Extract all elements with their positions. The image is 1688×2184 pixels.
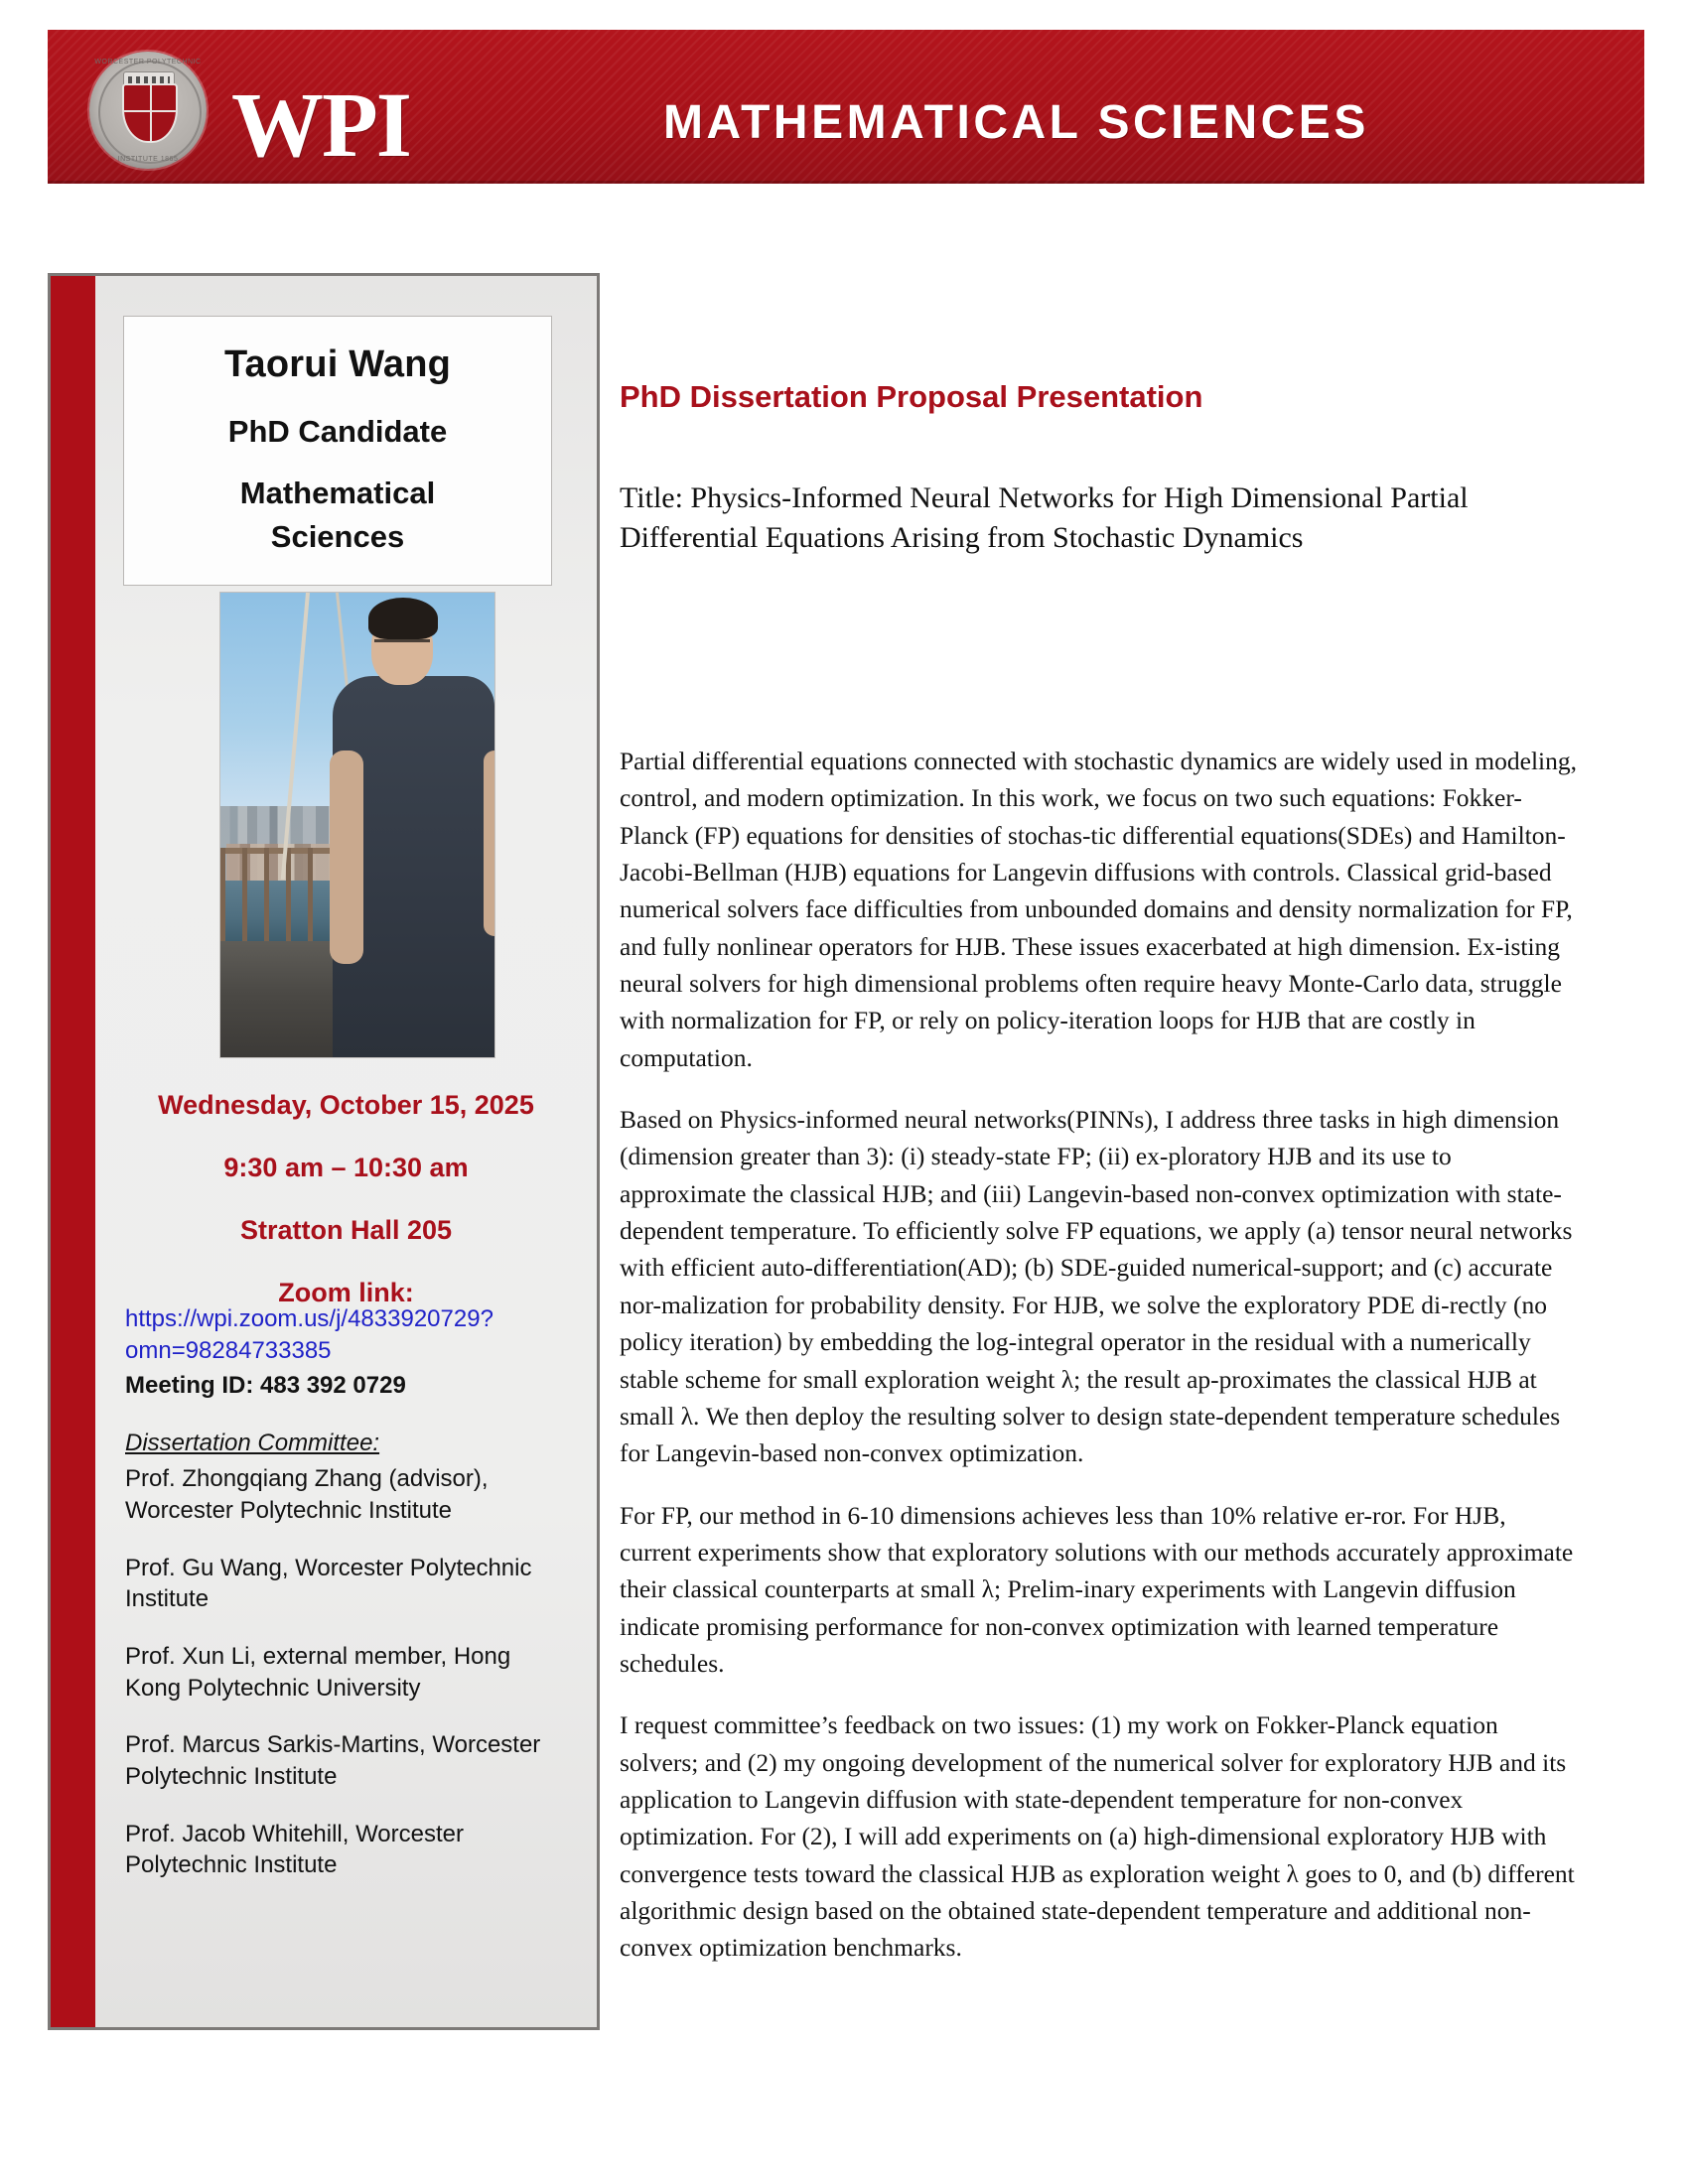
- presenter-name-card: [123, 316, 552, 586]
- zoom-link-block[interactable]: [125, 1303, 562, 1402]
- zoom-url-line1[interactable]: https://wpi.zoom.us/j/4833920729?: [125, 1305, 493, 1332]
- abstract-paragraph: I request committee’s feedback on two issues: (1) my work on Fokker-Planck equation solvers; and (2) my ongoing development of the numerical solver for exploratory HJB and its application to Langevin diffusion with state-dependent temperature for non-convex optimization. For (2), I will add experiments on (a) high-dimensional exploratory HJB with convergence tests toward the classical HJB as exploration weight λ goes to 0, and (b) different algorithmic design based on the obtained state-dependent temperature and additional non-convex optimization benchmarks.: [620, 1710, 1575, 1963]
- committee-member: Prof. Gu Wang, Worcester Polytechnic Institute: [125, 1554, 532, 1613]
- committee-member: Prof. Marcus Sarkis-Martins, Worcester Polytechnic Institute: [125, 1731, 541, 1791]
- abstract-paragraph: Partial differential equations connected with stochastic dynamics are widely used in modeling, control, and modern optimization. In this work, we focus on two such equations: Fokker-Planck (FP) equations for densities of stochas-tic differential equations(SDEs) and Hamilton-Jacobi-Bellman (HJB) equations for Langevin diffusions with controls. Classical grid-based numerical solvers face difficulties from unbounded domains and density normalization for FP, and fully nonlinear operators for HJB. These issues exacerbated at high dimension. Ex-isting neural solvers for high dimensional problems often require heavy Monte-Carlo data, struggle with normalization for FP, or rely on policy-iteration loops for HJB that are costly in computation.: [620, 747, 1578, 1072]
- wpi-seal-icon: [89, 52, 207, 169]
- seal-text-top: WORCESTER POLYTECHNIC: [94, 59, 202, 66]
- zoom-url-line2[interactable]: omn=98284733385: [125, 1336, 332, 1364]
- abstract-paragraph: For FP, our method in 6-10 dimensions achieves less than 10% relative er-ror. For HJB, current experiments show that exploratory solutions with our methods accurately approximate their classical counterparts at small λ; Prelim-inary experiments with Langevin diffusion indicate promising performance for non-convex optimization with learned temperature schedules.: [620, 1500, 1574, 1678]
- event-location: Stratton Hall 205: [239, 1215, 453, 1246]
- sidebar-body: [95, 276, 597, 2027]
- event-details: [95, 1088, 597, 1338]
- committee-member: Prof. Xun Li, external member, Hong Kong Polytechnic University: [125, 1643, 511, 1702]
- abstract-paragraph: Based on Physics-informed neural networks(PINNs), I address three tasks in high dimension (dimension greater than 3): (i) steady-state FP; (ii) ex-ploratory HJB and its use to approximate the classical HJB; and (iii) Langevin-based non-convex optimization with state-dependent temperature. To efficiently solve FP equations, we apply (a) tensor neural networks with efficient auto-differentiation(AD); (b) SDE-guided numerical-support; and (c) accurate nor-malization for probability density. For HJB, we solve the exploratory PDE di-rectly (no policy iteration) by embedding the log-integral operator in the residual with a numerically stable scheme for small exploration weight λ; the result ap-proximates the classical HJB at small λ. We then deploy the resulting solver to design state-dependent temperature schedules for Langevin-based non-convex optimization.: [620, 1105, 1573, 1468]
- presenter-photo: [219, 592, 495, 1058]
- wpi-wordmark: WPI: [231, 74, 410, 177]
- committee-heading: Dissertation Committee:: [125, 1430, 380, 1456]
- main-content-header: [620, 377, 1593, 558]
- presenter-department-line1: Mathematical: [239, 475, 436, 510]
- committee-member: Prof. Jacob Whitehill, Worcester Polytechnic Institute: [125, 1820, 465, 1879]
- department-name: MATHEMATICAL SCIENCES: [663, 96, 1369, 149]
- wpi-header-banner: [48, 30, 1644, 184]
- presenter-role: PhD Candidate: [227, 413, 448, 449]
- sidebar-red-accent-bar: [51, 276, 95, 2027]
- event-date: Wednesday, October 15, 2025: [158, 1090, 534, 1120]
- event-time: 9:30 am – 10:30 am: [223, 1153, 469, 1183]
- dissertation-committee: [125, 1428, 572, 1881]
- presentation-type-heading: PhD Dissertation Proposal Presentation: [620, 379, 1203, 414]
- dissertation-title-line1: Title: Physics-Informed Neural Networks for High Dimensional Partial: [620, 481, 1469, 515]
- presenter-department-line2: Sciences: [270, 518, 405, 554]
- dissertation-title-line2: Differential Equations Arising from Stochastic Dynamics: [620, 521, 1304, 555]
- sidebar: [48, 273, 600, 2030]
- seal-text-bottom: INSTITUTE 1865: [117, 156, 179, 163]
- abstract-body: [620, 743, 1581, 1967]
- committee-member: Prof. Zhongqiang Zhang (advisor), Worcester Polytechnic Institute: [125, 1465, 489, 1525]
- zoom-link-label: Zoom link:: [278, 1278, 414, 1308]
- presenter-name: Taorui Wang: [223, 343, 452, 385]
- meeting-id: Meeting ID: 483 392 0729: [125, 1372, 406, 1400]
